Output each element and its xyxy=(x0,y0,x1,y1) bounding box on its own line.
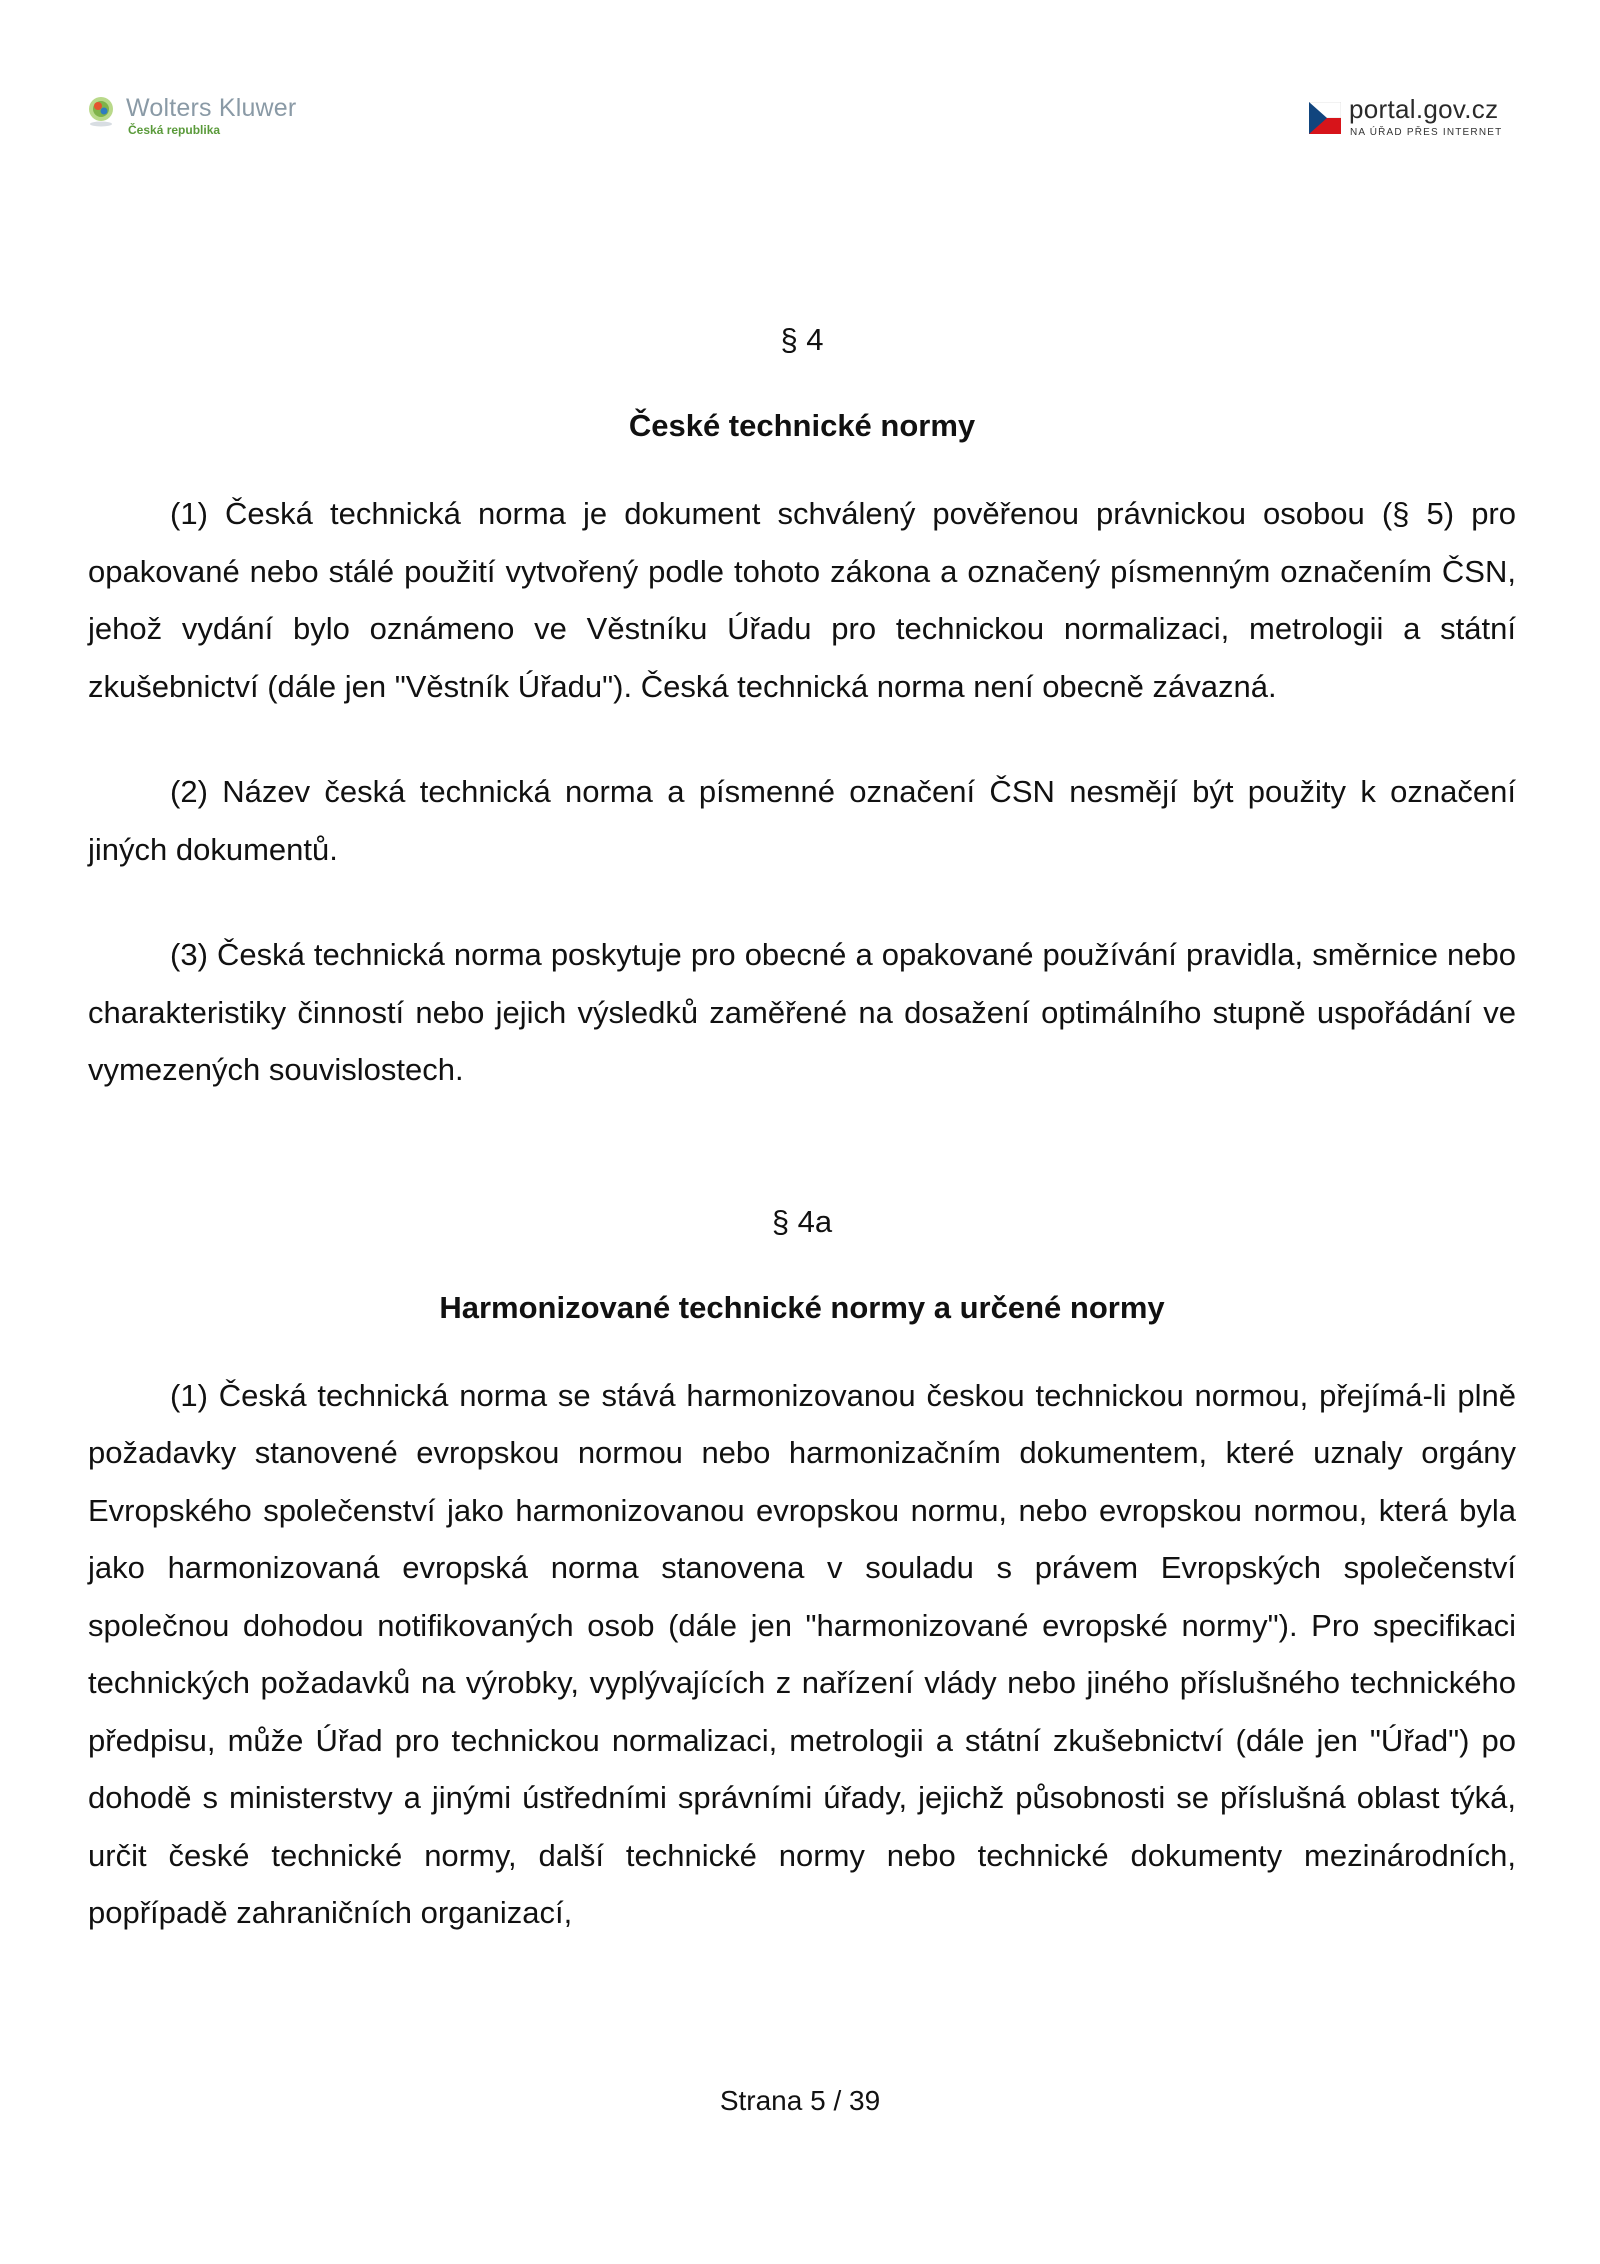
portal-gov-logo xyxy=(1309,94,1519,144)
document-body xyxy=(88,320,1516,1942)
section-number: § 4 xyxy=(780,322,824,357)
paragraph: (3) Česká technická norma poskytuje pro obecné a opakované používání pravidla, směrnice nebo charakteristiky činností nebo jejich výsledků zaměřené na dosažení optimálního stupně uspořádání ve vymezených souvislostech. xyxy=(88,937,1516,1087)
wolters-kluwer-name: Wolters Kluwer xyxy=(126,94,297,122)
paragraph: (1) Česká technická norma se stává harmonizovanou českou technickou normou, přejímá-li plně požadavky stanovené evropskou normou nebo harmonizačním dokumentem, které uznaly orgány Evropského společenství jako harmonizovanou evropskou normu, nebo evropskou normou, která byla jako harmonizovaná evropská norma stanovena v souladu s právem Evropských společenství společnou dohodou notifikovaných osob (dále jen "harmonizované evropské normy"). Pro specifikaci technických požadavků na výrobky, vyplývajících z nařízení vlády nebo jiného příslušného technického předpisu, může Úřad pro technickou normalizaci, metrologii a státní zkušebnictví (dále jen "Úřad") po dohodě s ministerstvy a jinými ústředními správními úřady, jejichž působnosti se příslušná oblast týká, určit české technické normy, další technické normy nebo technické dokumenty mezinárodních, popřípadě zahraničních organizací, xyxy=(88,1377,1516,1930)
czech-flag-icon xyxy=(1309,102,1341,134)
portal-gov-name: portal.gov.cz xyxy=(1349,94,1499,124)
portal-gov-tagline: NA ÚŘAD PŘES INTERNET xyxy=(1350,127,1503,138)
paragraph: (2) Název česká technická norma a písmenné označení ČSN nesmějí být použity k označení jiných dokumentů. xyxy=(88,774,1516,867)
wolters-kluwer-globe-icon xyxy=(84,94,118,128)
page-header xyxy=(0,0,1600,160)
paragraph: (1) Česká technická norma je dokument schválený pověřenou právnickou osobou (§ 5) pro opakované nebo stálé použití vytvořený podle tohoto zákona a označený písmenným označením ČSN, jehož vydání bylo oznámeno ve Věstníku Úřadu pro technickou normalizaci, metrologii a státní zkušebnictví (dále jen "Věstník Úřadu"). Česká technická norma není obecně závazná. xyxy=(88,496,1516,704)
section-number: § 4a xyxy=(771,1203,833,1239)
section-title: Harmonizované technické normy a určené normy xyxy=(439,1289,1165,1325)
section-title: České technické normy xyxy=(628,408,976,443)
page-number: Strana 5 / 39 xyxy=(719,2085,881,2116)
wolters-kluwer-country: Česká republika xyxy=(128,123,221,137)
